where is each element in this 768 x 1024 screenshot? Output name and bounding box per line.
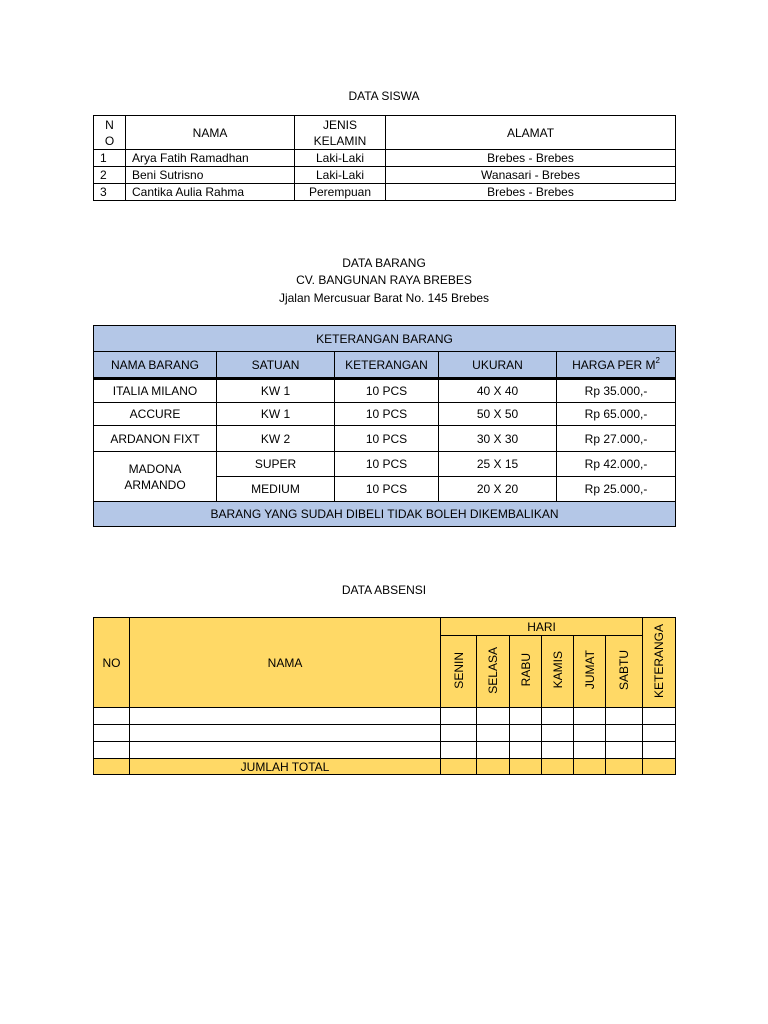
table-row: [94, 452, 676, 477]
siswa-cell-alamat: Wanasari - Brebes: [386, 167, 676, 184]
barang-cell-harga: Rp 25.000,-: [557, 477, 676, 502]
absensi-header-nama: NAMA: [130, 618, 441, 708]
absensi-cell: [606, 708, 643, 725]
absensi-cell: [94, 742, 130, 759]
absensi-cell: [130, 742, 441, 759]
barang-company: CV. BANGUNAN RAYA BREBES: [296, 273, 472, 287]
barang-header-ukuran: UKURAN: [439, 352, 557, 379]
absensi-cell: [130, 708, 441, 725]
siswa-cell-alamat: Brebes - Brebes: [386, 150, 676, 167]
barang-madona-line2: ARMANDO: [124, 477, 186, 492]
absensi-day-jumat: [574, 636, 606, 708]
barang-header-harga: [557, 352, 676, 379]
barang-title: DATA BARANG: [342, 256, 426, 270]
absensi-day-label: RABU: [518, 653, 533, 687]
table-row: [94, 725, 676, 742]
barang-cell-keterangan: 10 PCS: [335, 426, 439, 452]
barang-cell-keterangan: 10 PCS: [335, 379, 439, 403]
absensi-cell: [574, 708, 606, 725]
absensi-cell: [510, 708, 542, 725]
absensi-total-label: JUMLAH TOTAL: [130, 759, 441, 775]
barang-address: Jjalan Mercusuar Barat No. 145 Brebes: [278, 291, 490, 305]
table-row: [94, 167, 676, 184]
absensi-header-no: NO: [94, 618, 130, 708]
absensi-total-cell: [574, 759, 606, 775]
barang-cell-harga: Rp 65.000,-: [557, 403, 676, 426]
absensi-cell: [477, 742, 510, 759]
absensi-day-kamis: [542, 636, 574, 708]
barang-table: [93, 325, 676, 527]
absensi-cell: [606, 725, 643, 742]
absensi-day-senin: [441, 636, 477, 708]
table-row: [94, 150, 676, 167]
siswa-header-alamat: ALAMAT: [386, 116, 676, 150]
absensi-cell: [94, 708, 130, 725]
absensi-total-cell: [477, 759, 510, 775]
siswa-header-jk-line1: JENIS: [322, 117, 357, 132]
barang-header-harga-sup: 2: [655, 355, 660, 365]
absensi-cell: [510, 725, 542, 742]
absensi-header-row-1: [94, 618, 676, 636]
siswa-header-no-line2: O: [104, 133, 115, 148]
barang-cell-nama: ACCURE: [94, 403, 217, 426]
siswa-title: DATA SISWA: [348, 89, 420, 103]
barang-group-header: KETERANGAN BARANG: [94, 326, 676, 352]
barang-cell-ukuran: 25 X 15: [439, 452, 557, 477]
barang-cell-satuan: KW 2: [217, 426, 335, 452]
absensi-cell: [542, 708, 574, 725]
absensi-cell: [130, 725, 441, 742]
absensi-cell: [542, 725, 574, 742]
barang-cell-satuan: MEDIUM: [217, 477, 335, 502]
absensi-day-label: SELASA: [486, 646, 500, 694]
siswa-cell-jk: Laki-Laki: [295, 150, 386, 167]
absensi-day-label: JUMAT: [582, 650, 597, 690]
table-row: [94, 742, 676, 759]
barang-group-header-row: [94, 326, 676, 352]
barang-cell-ukuran: 50 X 50: [439, 403, 557, 426]
siswa-cell-nama: Cantika Aulia Rahma: [126, 184, 295, 201]
absensi-total-row: [94, 759, 676, 775]
barang-cell-nama-madona: [94, 452, 217, 502]
barang-madona-line1: MADONA: [128, 461, 182, 476]
absensi-cell: [510, 742, 542, 759]
absensi-header-hari: HARI: [441, 618, 643, 636]
absensi-total-cell: [94, 759, 130, 775]
table-row: [94, 426, 676, 452]
barang-cell-nama: ITALIA MILANO: [94, 379, 217, 403]
barang-header-satuan: SATUAN: [217, 352, 335, 379]
absensi-cell: [574, 725, 606, 742]
absensi-cell: [643, 725, 676, 742]
barang-cell-satuan: KW 1: [217, 379, 335, 403]
siswa-header-jk: [295, 116, 386, 150]
barang-cell-harga: Rp 42.000,-: [557, 452, 676, 477]
table-row: [94, 184, 676, 201]
absensi-cell: [441, 742, 477, 759]
absensi-cell: [574, 742, 606, 759]
absensi-day-label: SENIN: [451, 651, 466, 689]
siswa-header-row: [94, 116, 676, 150]
siswa-cell-alamat: Brebes - Brebes: [386, 184, 676, 201]
siswa-header-no-line1: N: [105, 117, 114, 132]
absensi-header-keterangan: [643, 618, 676, 708]
barang-cell-harga: Rp 35.000,-: [557, 379, 676, 403]
barang-cell-ukuran: 40 X 40: [439, 379, 557, 403]
absensi-day-sabtu: [606, 636, 643, 708]
absensi-cell: [606, 742, 643, 759]
barang-cell-ukuran: 20 X 20: [439, 477, 557, 502]
absensi-cell: [643, 742, 676, 759]
barang-header-harga-label: HARGA PER M: [572, 357, 656, 372]
siswa-cell-nama: Arya Fatih Ramadhan: [126, 150, 295, 167]
barang-cell-ukuran: 30 X 30: [439, 426, 557, 452]
barang-cell-satuan: KW 1: [217, 403, 335, 426]
absensi-total-cell: [606, 759, 643, 775]
absensi-day-selasa: [477, 636, 510, 708]
absensi-cell: [643, 708, 676, 725]
absensi-day-label: KAMIS: [550, 651, 565, 689]
barang-header-nama: NAMA BARANG: [94, 352, 217, 379]
absensi-cell: [441, 708, 477, 725]
siswa-cell-no: 2: [94, 167, 126, 184]
barang-footer: BARANG YANG SUDAH DIBELI TIDAK BOLEH DIKEMBALIKAN: [94, 502, 676, 527]
absensi-total-cell: [542, 759, 574, 775]
absensi-cell: [94, 725, 130, 742]
absensi-day-label: SABTU: [617, 649, 632, 690]
absensi-table: [93, 617, 676, 775]
table-row: [94, 379, 676, 403]
table-row: [94, 403, 676, 426]
barang-footer-row: [94, 502, 676, 527]
absensi-cell: [441, 725, 477, 742]
absensi-cell: [542, 742, 574, 759]
barang-cell-keterangan: 10 PCS: [335, 403, 439, 426]
barang-cell-keterangan: 10 PCS: [335, 477, 439, 502]
siswa-cell-jk: Perempuan: [295, 184, 386, 201]
siswa-cell-nama: Beni Sutrisno: [126, 167, 295, 184]
barang-cell-keterangan: 10 PCS: [335, 452, 439, 477]
siswa-cell-no: 3: [94, 184, 126, 201]
table-row: [94, 708, 676, 725]
siswa-header-jk-line2: KELAMIN: [313, 133, 367, 148]
absensi-day-rabu: [510, 636, 542, 708]
absensi-title: DATA ABSENSI: [341, 583, 427, 597]
barang-cell-nama: ARDANON FIXT: [94, 426, 217, 452]
siswa-cell-jk: Laki-Laki: [295, 167, 386, 184]
barang-header-keterangan: KETERANGAN: [335, 352, 439, 379]
barang-header-row: [94, 352, 676, 379]
siswa-cell-no: 1: [94, 150, 126, 167]
absensi-header-keterangan-label: KETERANGA: [652, 623, 667, 698]
barang-cell-satuan: SUPER: [217, 452, 335, 477]
siswa-table: [93, 115, 676, 201]
absensi-cell: [477, 725, 510, 742]
absensi-cell: [477, 708, 510, 725]
siswa-header-nama: NAMA: [126, 116, 295, 150]
siswa-header-no: [94, 116, 126, 150]
absensi-total-cell: [441, 759, 477, 775]
absensi-total-cell: [643, 759, 676, 775]
absensi-total-cell: [510, 759, 542, 775]
barang-cell-harga: Rp 27.000,-: [557, 426, 676, 452]
